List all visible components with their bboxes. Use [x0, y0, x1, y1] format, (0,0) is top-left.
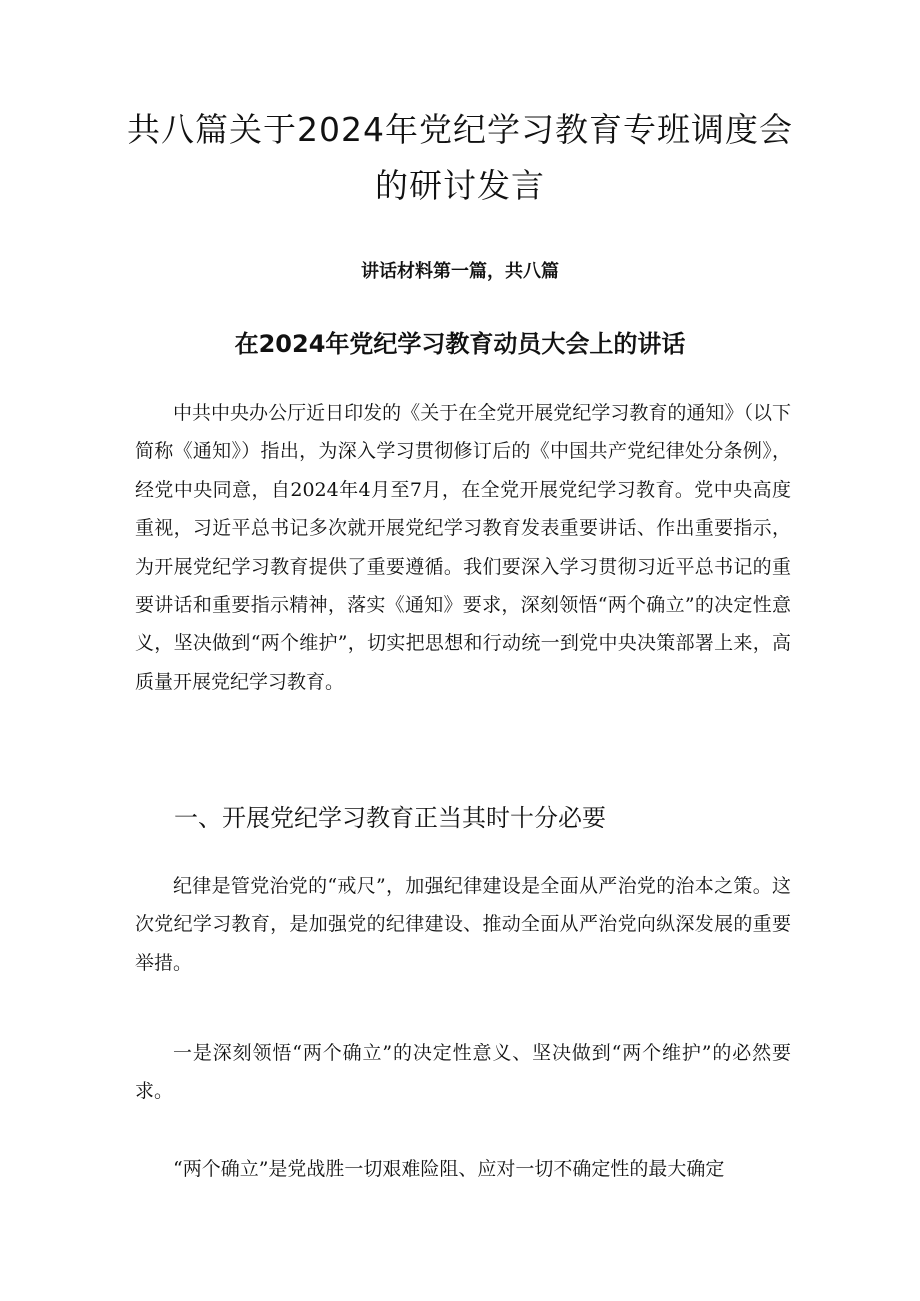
speech-title: 在2024年党纪学习教育动员大会上的讲话 — [234, 330, 686, 358]
document-subtitle: 讲话材料第一篇，共八篇 — [361, 261, 559, 282]
section-paragraph: “两个确立”是党战胜一切艰难险阻、应对一切不确定性的最大确定 — [173, 1158, 725, 1180]
section-heading: 一、开展党纪学习教育正当其时十分必要 — [174, 804, 606, 832]
intro-paragraph: 中共中央办公厅近日印发的《关于在全党开展党纪学习教育的通知》（以下简称《通知》）指出，为深入学习贯彻修订后的《中国共产党纪律处分条例》，经党中央同意，自2024年4月至7月，在全党开展党纪学习教育。党中央高度重视，习近平总书记多次就开展党纪学习教育发表重要讲话、作出重要指示，为开展党纪学习教育提供了重要遵循。我们要深入学习贯彻习近平总书记的重要讲话和重要指示精神，落实《通知》要求，深刻领悟“两个确立”的决定性意义，坚决做到“两个维护”，切实把思想和行动统一到党中央决策部署上来，高质量开展党纪学习教育。 — [135, 402, 791, 693]
document-title: 共八篇关于2024年党纪学习教育专班调度会的研讨发言 — [127, 110, 793, 205]
section-paragraph: 一是深刻领悟“两个确立”的决定性意义、坚决做到“两个维护”的必然要求。 — [135, 1042, 791, 1103]
section-paragraph: 纪律是管党治党的“戒尺”，加强纪律建设是全面从严治党的治本之策。这次党纪学习教育，是加强党的纪律建设、推动全面从严治党向纵深发展的重要举措。 — [135, 875, 791, 974]
